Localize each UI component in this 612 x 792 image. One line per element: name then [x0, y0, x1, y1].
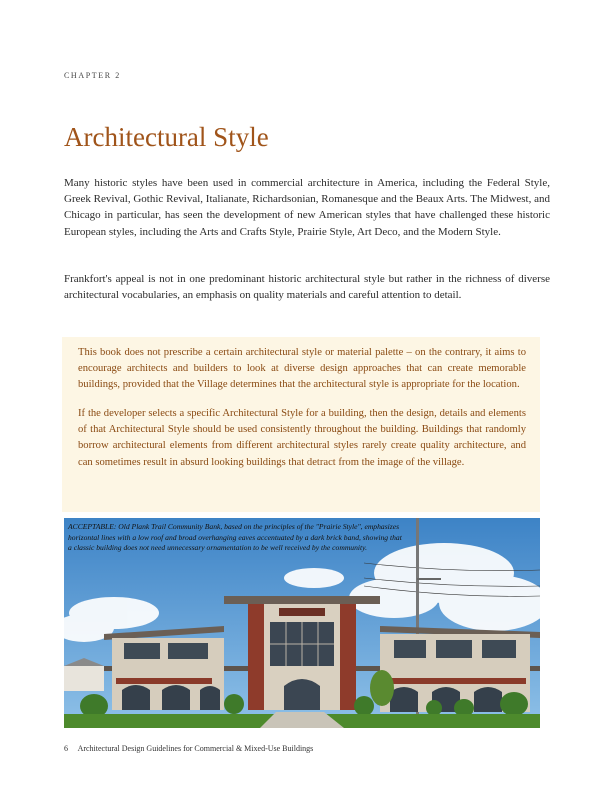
photo-caption: ACCEPTABLE: Old Plank Trail Community Bank, based on the principles of the "Prairie Style", emphasizes horizontal lines with a low roof and broad overhanging eaves accentuated by a dark brick band, showing that a classic building does not need unnecessary ornamentation to be well received by the community. — [68, 522, 402, 552]
frankfort-paragraph: Frankfort's appeal is not in one predominant historic architectural style but rather in the richness of diverse architectural vocabularies, an emphasis on quality materials and careful attention to detail. — [64, 273, 550, 302]
intro-paragraph: Many historic styles have been used in commercial architecture in America, including the Federal Style, Greek Revival, Gothic Revival, Italianate, Richardsonian, Romanesque and the Beaux Arts. The Midwest, and Chicago in particular, has seen the development of new American styles that have challenged these historic European styles, including the Arts and Crafts Style, Prairie Style, Art Deco, and the Modern Style. — [64, 177, 550, 238]
callout-paragraph-1: This book does not prescribe a certain architectural style or material palette – on the contrary, it aims to encourage architects and builders to look at diverse design approaches that can create memorable buildings, provided that the Village determines that the architectural style is appropriate for the location. — [78, 347, 526, 391]
callout-paragraph-2: If the developer selects a specific Architectural Style for a building, then the design, details and elements of that Architectural Style should be used consistently throughout the building. Buildings that randomly borrow architectural elements from different architectural styles rarely create quality architecture, and can sometimes result in absurd looking buildings that detract from the image of the village. — [78, 408, 526, 468]
guideline-callout-box — [62, 337, 540, 512]
street-light-arm — [417, 578, 441, 580]
page-number: 6 — [64, 744, 68, 753]
page-title: Architectural Style — [64, 122, 269, 152]
bank-building-photo — [64, 518, 540, 728]
footer-document-title: Architectural Design Guidelines for Commercial & Mixed-Use Buildings — [77, 744, 314, 753]
page-footer — [64, 744, 313, 753]
chapter-label: CHAPTER 2 — [64, 71, 121, 80]
